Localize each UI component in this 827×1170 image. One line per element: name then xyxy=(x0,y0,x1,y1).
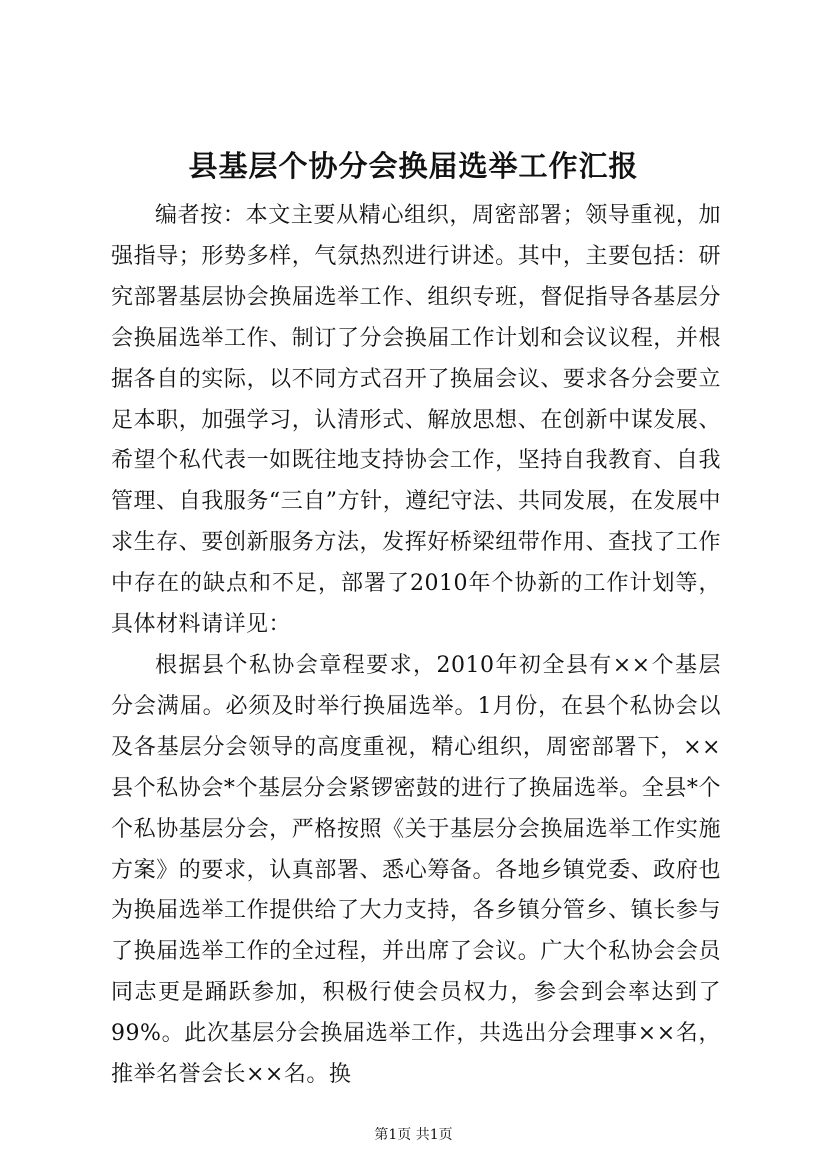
document-body xyxy=(111,196,721,1096)
document-title: 县基层个协分会换届选举工作汇报 xyxy=(188,149,639,183)
editor-note-paragraph: 编者按：本文主要从精心组织，周密部署；领导重视，加强指导；形势多样，气氛热烈进行讲述。其中，主要包括：研究部署基层协会换届选举工作、组织专班，督促指导各基层分会换届选举工作、制订了分会换届工作计划和会议议程，并根据各自的实际，以不同方式召开了换届会议、要求各分会要立足本职，加强学习，认清形式、解放思想、在创新中谋发展、希望个私代表一如既往地支持协会工作，坚持自我教育、自我管理、自我服务“三自”方针，遵纪守法、共同发展，在发展中求生存、要创新服务方法，发挥好桥梁纽带作用、查找了工作中存在的缺点和不足，部署了2010年个协新的工作计划等，具体材料请详见： xyxy=(111,203,721,638)
body-paragraph: 根据县个私协会章程要求，2010年初全县有××个基层分会满届。必须及时举行换届选举。1月份，在县个私协会以及各基层分会领导的高度重视，精心组织，周密部署下，××县个私协会*个基层分会紧锣密鼓的进行了换届选举。全县*个个私协基层分会，严格按照《关于基层分会换届选举工作实施方案》的要求，认真部署、悉心筹备。各地乡镇党委、政府也为换届选举工作提供给了大力支持，各乡镇分管乡、镇长参与了换届选举工作的全过程，并出席了会议。广大个私协会会员同志更是踊跃参加，积极行使会员权力，参会到会率达到了99%。此次基层分会换届选举工作，共选出分会理事××名，推举名誉会长××名。换 xyxy=(111,652,721,1088)
page-footer: 第1页 共1页 xyxy=(374,1127,453,1143)
